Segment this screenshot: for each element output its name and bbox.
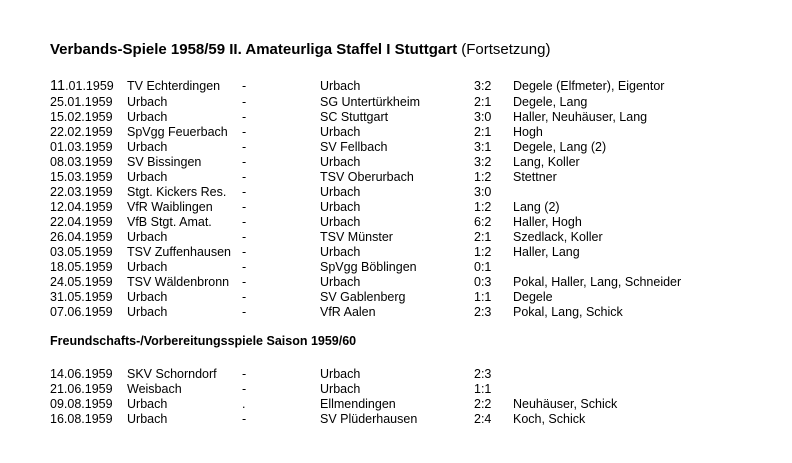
title-suffix: (Fortsetzung) [457,41,551,58]
match-date: 18.05.1959 [50,260,113,274]
separator: - [242,155,247,169]
table-row [50,110,770,125]
table-row [50,367,770,382]
score: 3:0 [474,110,492,124]
away-team: TSV Oberurbach [320,170,414,184]
match-date: 26.04.1959 [50,230,113,244]
scorers: Szedlack, Koller [513,230,603,244]
table-row [50,260,770,275]
table-row [50,290,770,305]
home-team: SpVgg Feuerbach [127,125,228,139]
score: 2:2 [474,397,492,411]
home-team: TSV Wäldenbronn [127,275,230,289]
score: 3:1 [474,140,492,154]
away-team: SV Gablenberg [320,290,406,304]
friendly-matches-table [50,367,770,427]
separator: - [242,200,247,214]
separator: - [242,382,247,396]
home-team: Weisbach [127,382,182,396]
scorers: Koch, Schick [513,412,586,426]
away-team: Urbach [320,155,361,169]
table-row [50,200,770,215]
away-team: SpVgg Böblingen [320,260,417,274]
home-team: Urbach [127,170,168,184]
home-team: Stgt. Kickers Res. [127,185,227,199]
score: 1:2 [474,200,492,214]
table-row [50,185,770,200]
match-date: 16.08.1959 [50,412,113,426]
scorers: Haller, Neuhäuser, Lang [513,110,648,124]
separator: - [242,275,247,289]
match-date: 12.04.1959 [50,200,113,214]
away-team: SV Fellbach [320,140,388,154]
table-row [50,382,770,397]
separator: - [242,79,247,93]
home-team: SKV Schorndorf [127,367,217,381]
home-team: Urbach [127,305,168,319]
score: 0:1 [474,260,492,274]
match-date: 22.04.1959 [50,215,113,229]
away-team: TSV Münster [320,230,393,244]
separator: - [242,110,247,124]
table-row [50,125,770,140]
scorers: Lang, Koller [513,155,580,169]
separator: - [242,95,247,109]
home-team: Urbach [127,290,168,304]
separator: - [242,412,247,426]
scorers: Pokal, Lang, Schick [513,305,623,319]
away-team: Urbach [320,125,361,139]
score: 3:2 [474,79,492,93]
table-row [50,140,770,155]
table-row [50,275,770,290]
match-date: 24.05.1959 [50,275,113,289]
separator: - [242,125,247,139]
date-day: 11 [50,78,66,94]
away-team: Ellmendingen [320,397,396,411]
home-team: Urbach [127,230,168,244]
home-team: SV Bissingen [127,155,202,169]
match-date: 31.05.1959 [50,290,113,304]
home-team: VfR Waiblingen [127,200,213,214]
scorers: Haller, Hogh [513,215,582,229]
table-row [50,305,770,320]
scorers: Neuhäuser, Schick [513,397,618,411]
home-team: VfB Stgt. Amat. [127,215,212,229]
score: 3:2 [474,155,492,169]
match-date: 21.06.1959 [50,382,113,396]
match-date: 01.03.1959 [50,140,113,154]
table-row [50,230,770,245]
score: 2:1 [474,95,492,109]
score: 3:0 [474,185,492,199]
match-date: 22.03.1959 [50,185,113,199]
home-team: TSV Zuffenhausen [127,245,232,259]
away-team: Urbach [320,245,361,259]
away-team: Urbach [320,200,361,214]
score: 2:1 [474,125,492,139]
match-date: 15.03.1959 [50,170,113,184]
scorers: Stettner [513,170,557,184]
match-date: 03.05.1959 [50,245,113,259]
table-row [50,95,770,110]
separator: - [242,215,247,229]
home-team: TV Echterdingen [127,79,221,93]
separator: - [242,305,247,319]
table-row [50,245,770,260]
home-team: Urbach [127,397,168,411]
match-date: 09.08.1959 [50,397,113,411]
separator: - [242,170,247,184]
separator: - [242,245,247,259]
score: 0:3 [474,275,492,289]
score: 2:3 [474,367,492,381]
table-row [50,412,770,427]
table-row [50,170,770,185]
match-date: 07.06.1959 [50,305,113,319]
page-title [50,41,550,58]
home-team: Urbach [127,412,168,426]
score: 2:4 [474,412,492,426]
away-team: SG Untertürkheim [320,95,421,109]
match-date: 25.01.1959 [50,95,113,109]
score: 1:2 [474,245,492,259]
separator: - [242,367,247,381]
away-team: Urbach [320,275,361,289]
separator: - [242,230,247,244]
home-team: Urbach [127,260,168,274]
scorers: Degele, Lang (2) [513,140,607,154]
away-team: SV Plüderhausen [320,412,418,426]
title-bold: Verbands-Spiele 1958/59 II. Amateurliga Staffel I Stuttgart [50,41,458,58]
score: 1:2 [474,170,492,184]
score: 2:1 [474,230,492,244]
table-row [50,215,770,230]
match-date: 15.02.1959 [50,110,113,124]
score: 6:2 [474,215,492,229]
scorers: Pokal, Haller, Lang, Schneider [513,275,682,289]
match-date: 22.02.1959 [50,125,113,139]
match-date: 08.03.1959 [50,155,113,169]
scorers: Degele, Lang [513,95,588,109]
score: 2:3 [474,305,492,319]
scorers: Haller, Lang [513,245,580,259]
separator: - [242,140,247,154]
score: 1:1 [474,382,492,396]
friendly-section-title: Freundschafts-/Vorbereitungsspiele Saison 1959/60 [50,334,357,348]
away-team: Urbach [320,215,361,229]
score: 1:1 [474,290,492,304]
separator: - [242,290,247,304]
away-team: SC Stuttgart [320,110,389,124]
table-row [50,155,770,170]
scorers: Degele (Elfmeter), Eigentor [513,79,665,93]
separator: . [242,397,246,411]
scorers: Lang (2) [513,200,560,214]
away-team: VfR Aalen [320,305,376,319]
league-matches-table [50,79,770,320]
table-row [50,397,770,412]
match-date [50,79,114,94]
table-row [50,79,770,95]
separator: - [242,260,247,274]
away-team: Urbach [320,79,361,93]
date-rest: .01.1959 [65,79,114,93]
home-team: Urbach [127,95,168,109]
home-team: Urbach [127,110,168,124]
separator: - [242,185,247,199]
away-team: Urbach [320,367,361,381]
away-team: Urbach [320,382,361,396]
home-team: Urbach [127,140,168,154]
scorers: Hogh [513,125,543,139]
match-date: 14.06.1959 [50,367,113,381]
scorers: Degele [513,290,553,304]
away-team: Urbach [320,185,361,199]
